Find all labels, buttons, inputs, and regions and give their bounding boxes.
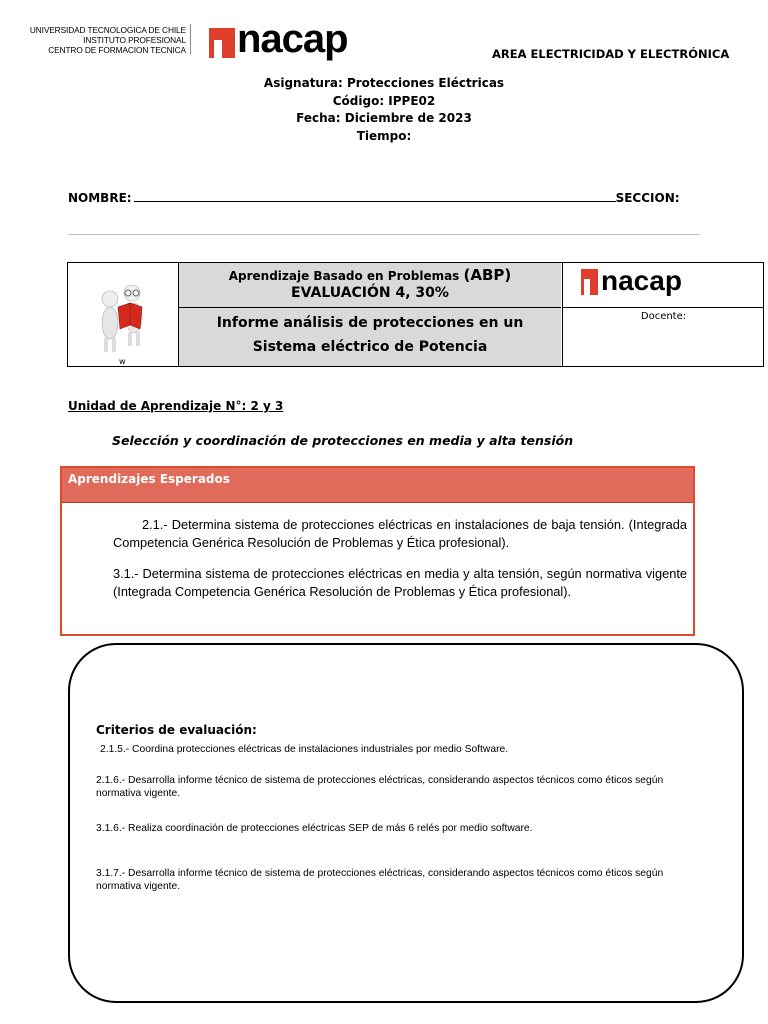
unidad-title: Unidad de Aprendizaje N°: 2 y 3 [68, 399, 284, 413]
criterio-item: 2.1.6.- Desarrolla informe técnico de sistema de protecciones eléctricas, considerando aspectos técnicos como éticos según normativa vigente. [96, 775, 664, 799]
codigo: Código: IPPE02 [332, 93, 436, 108]
divider [68, 234, 700, 235]
docente-cell [562, 308, 764, 366]
inacap-logo-mark-small [581, 269, 598, 295]
inacap-logo-mark [209, 28, 235, 58]
criterio-item: 3.1.6.- Realiza coordinación de protecciones eléctricas SEP de más 6 relés por medio software. [96, 823, 533, 834]
docente-label: Docente: [640, 311, 687, 322]
logo-cell [562, 263, 764, 308]
fecha: Fecha: Diciembre de 2023 [296, 111, 472, 125]
aprendizajes-box [60, 466, 695, 636]
institution-name [14, 25, 186, 55]
evaluation-table [67, 262, 764, 367]
aprendizaje-item: 3.1.- Determina sistema de protecciones eléctricas en media y alta tensión, según normativa vigente (Integrada Competencia Genérica Resolución de Problemas y Ética profesional). [113, 566, 687, 599]
asignatura: Asignatura: Protecciones Eléctricas [263, 76, 505, 90]
aprendizajes-header [62, 468, 693, 503]
course-info [0, 75, 768, 145]
nombre-field[interactable] [134, 189, 616, 202]
name-line [68, 189, 688, 205]
people-reading-icon [68, 263, 178, 366]
criterios-box [68, 643, 744, 1003]
abp-cell [179, 263, 561, 308]
inacap-logo-text-small: nacap [601, 265, 682, 296]
aprendizaje-item: 2.1.- Determina sistema de protecciones eléctricas en instalaciones de baja tensión. (Integrada Competencia Genérica Resolución de Problemas y Ética profesional). [113, 517, 687, 550]
abp-abbr: (ABP) [463, 266, 512, 284]
seleccion-title: Selección y coordinación de protecciones en media y alta tensión [112, 433, 574, 448]
criterio-item: 2.1.5.- Coordina protecciones eléctricas de instalaciones industriales por medio Software. [100, 744, 509, 755]
informe-title: Informe análisis de protecciones en un Sistema eléctrico de Potencia [216, 315, 524, 355]
institution-line: CENTRO DE FORMACION TECNICA [48, 45, 186, 55]
seccion-label: SECCION: [615, 191, 680, 205]
inacap-logo-small [581, 267, 741, 301]
illustration-cell [68, 263, 179, 366]
aprendizajes-title: Aprendizajes Esperados [68, 472, 230, 486]
inacap-logo-text: nacap [237, 17, 348, 61]
informe-cell [179, 308, 561, 366]
abp-label: Aprendizaje Basado en Problemas [228, 269, 460, 283]
inacap-logo [209, 17, 369, 62]
header-divider [190, 24, 191, 54]
nombre-label: NOMBRE: [68, 191, 132, 205]
area-title: AREA ELECTRICIDAD Y ELECTRÓNICA [492, 47, 730, 61]
institution-line: INSTITUTO PROFESIONAL [83, 35, 186, 45]
institution-line: UNIVERSIDAD TECNOLOGICA DE CHILE [29, 25, 186, 35]
image-caption: w [119, 357, 126, 366]
criterio-item: 3.1.7.- Desarrolla informe técnico de sistema de protecciones eléctricas, considerando aspectos técnicos como éticos según normativa vigente. [96, 868, 664, 892]
evaluation-title: EVALUACIÓN 4, 30% [291, 285, 449, 301]
tiempo: Tiempo: [356, 128, 412, 143]
criterios-title: Criterios de evaluación: [96, 723, 257, 737]
